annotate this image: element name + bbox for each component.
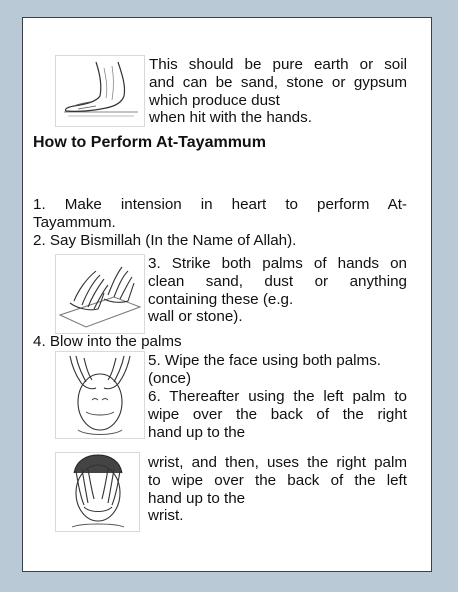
step-line: 3. Strike both palms of hands on <box>148 255 407 272</box>
step-line: hand up to the <box>148 423 246 441</box>
step-line: wall or stone). <box>148 308 243 326</box>
intro-line: This should be pure earth or soil <box>149 56 407 73</box>
step-line: 6. Thereafter using the left palm to <box>148 388 407 405</box>
palms-striking-sand-icon <box>55 254 145 334</box>
step-6-text-a <box>148 388 407 441</box>
step-line: wipe over the back of the right <box>148 405 407 423</box>
step-line: to wipe over the back of the left <box>148 471 407 489</box>
intro-text <box>149 56 407 127</box>
step-line: wrist, and then, uses the right palm <box>148 454 407 471</box>
step-4-text <box>33 333 333 351</box>
step-line: containing these (e.g. <box>148 290 294 308</box>
step-line: 2. Say Bismillah (In the Name of Allah). <box>33 231 297 249</box>
step-line: hand up to the <box>148 489 246 507</box>
step-line: (once) <box>148 369 192 387</box>
section-heading: How to Perform At-Tayammum <box>33 134 266 151</box>
step-line: 5. Wipe the face using both palms. <box>148 352 382 369</box>
step-line: 1. Make intension in heart to perform At- <box>33 196 407 213</box>
step-5-text <box>148 352 407 388</box>
step-1-text <box>33 196 407 249</box>
step-line: 4. Blow into the palms <box>33 333 182 350</box>
step-line: clean sand, dust or anything <box>148 272 407 290</box>
intro-line: and can be sand, stone or gypsum <box>149 73 407 91</box>
step-6-text-b <box>148 454 407 525</box>
wiping-face-2-icon <box>55 452 140 532</box>
step-line: wrist. <box>148 507 184 525</box>
step-3-text <box>148 255 407 326</box>
hand-pressing-ground-icon <box>55 55 145 127</box>
intro-line: when hit with the hands. <box>149 109 312 127</box>
step-line: Tayammum. <box>33 213 116 231</box>
wiping-face-icon <box>55 351 145 439</box>
intro-line: which produce dust <box>149 91 280 109</box>
